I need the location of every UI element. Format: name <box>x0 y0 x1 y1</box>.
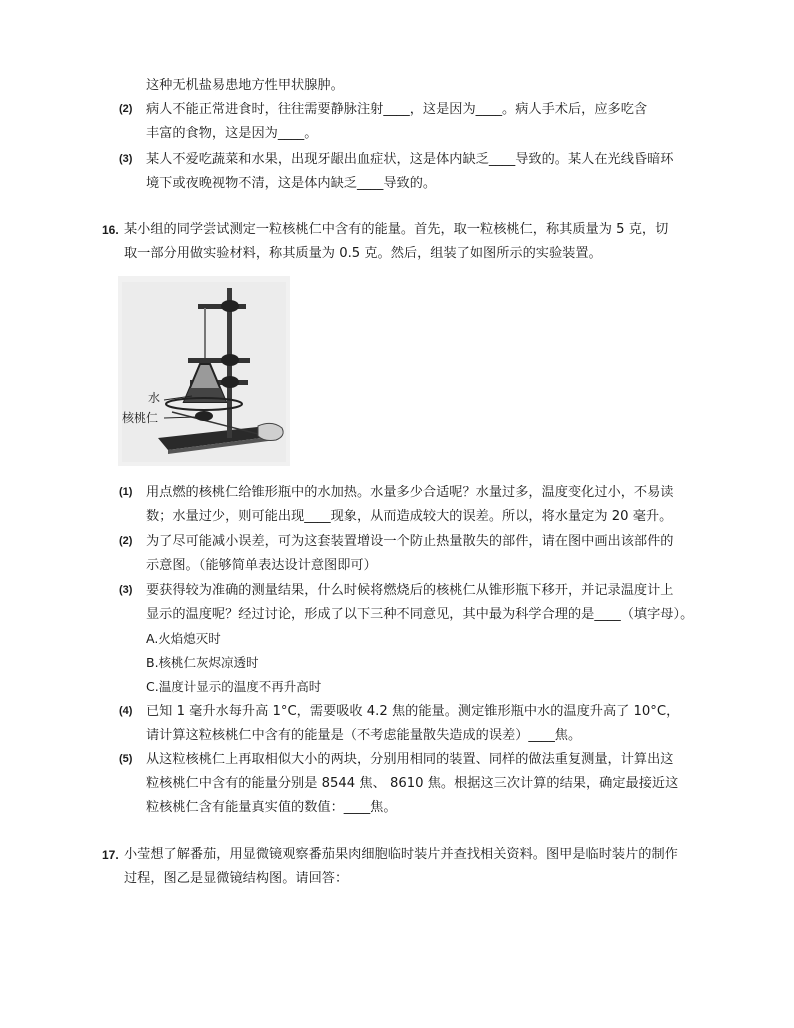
apparatus-illustration <box>118 276 290 466</box>
text-line: 境下或夜晚视物不清，这是体内缺乏____导致的。 <box>146 176 437 191</box>
text-line: 要获得较为准确的测量结果，什么时候将燃烧后的核桃仁从锥形瓶下移开，并记录温度计上 <box>146 583 674 598</box>
item-number: (2) <box>119 535 133 547</box>
text-line: 请计算这粒核桃仁中含有的能量是（不考虑能量散失造成的误差）____焦。 <box>146 728 582 743</box>
text-line: 用点燃的核桃仁给锥形瓶中的水加热。水量多少合适呢？水量过多，温度变化过小，不易读 <box>146 485 674 500</box>
item-number: (3) <box>119 153 133 165</box>
figure-label-water: 水 <box>148 391 161 405</box>
text-line: 小莹想了解番茄，用显微镜观察番茄果肉细胞临时装片并查找相关资料。图甲是临时装片的制作 <box>124 847 678 862</box>
text-line: 从这粒核桃仁上再取相似大小的两块，分别用相同的装置、同样的做法重复测量，计算出这 <box>146 752 674 767</box>
text-line: 示意图。（能够简单表达设计意图即可） <box>146 558 377 573</box>
text-line: 数；水量过少，则可能出现____现象，从而造成较大的误差。所以，将水量定为 20 毫升。 <box>146 509 673 524</box>
question-number: 16. <box>102 223 119 237</box>
text-line: 为了尽可能减小误差，可为这套装置增设一个防止热量散失的部件，请在图中画出该部件的 <box>146 534 674 549</box>
text-line: 某人不爱吃蔬菜和水果，出现牙龈出血症状，这是体内缺乏____导致的。某人在光线昏暗环 <box>146 152 674 167</box>
text-line: 显示的温度呢？经过讨论，形成了以下三种不同意见，其中最为科学合理的是____（填字母）。 <box>146 607 694 622</box>
experiment-figure <box>118 276 290 466</box>
item-number: (5) <box>119 753 133 765</box>
text-line: 已知 1 毫升水每升高 1°C，需要吸收 4.2 焦的能量。测定锥形瓶中水的温度升高了 10°C， <box>146 704 680 719</box>
item-number: (4) <box>119 705 133 717</box>
text-line: 过程，图乙是显微镜结构图。请回答： <box>124 871 349 886</box>
text-line: 某小组的同学尝试测定一粒核桃仁中含有的能量。首先，取一粒核桃仁，称其质量为 5 克，切 <box>124 222 669 237</box>
item-number: (1) <box>119 486 133 498</box>
text-line: 粒核桃仁中含有的能量分别是 8544 焦、 8610 焦。根据这三次计算的结果，确定最接近这 <box>146 776 679 791</box>
item-number: (2) <box>119 103 133 115</box>
text-line: 丰富的食物，这是因为____。 <box>146 126 318 141</box>
option-a: A.火焰熄灭时 <box>146 631 221 646</box>
item-number: (3) <box>119 584 133 596</box>
text-line: 这种无机盐易患地方性甲状腺肿。 <box>146 78 344 93</box>
text-line: 取一部分用做实验材料，称其质量为 0.5 克。然后，组装了如图所示的实验装置。 <box>124 246 602 261</box>
option-c: C.温度计显示的温度不再升高时 <box>146 679 322 694</box>
question-number: 17. <box>102 848 119 862</box>
option-b: B.核桃仁灰烬凉透时 <box>146 655 259 670</box>
figure-label-walnut: 核桃仁 <box>122 411 159 425</box>
text-line: 粒核桃仁含有能量真实值的数值：____焦。 <box>146 800 397 815</box>
text-line: 病人不能正常进食时，往往需要静脉注射____，这是因为____。病人手术后，应多吃含 <box>146 102 648 117</box>
